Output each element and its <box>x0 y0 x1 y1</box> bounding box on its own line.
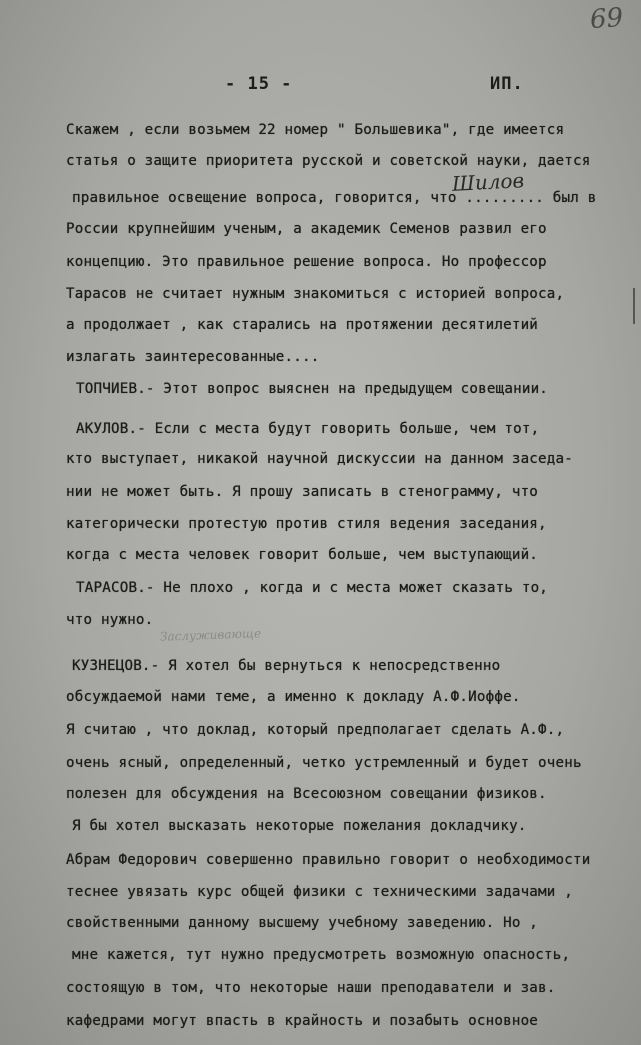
text-line: теснее увязать курс общей физики с техническими задачами , <box>66 884 574 900</box>
pencil-note: Заслуживающе <box>159 626 262 644</box>
text-line: мне кажется, тут нужно предусмотреть возможную опасность, <box>72 947 571 963</box>
text-line: России крупнейшим ученым, а академик Семенов развил его <box>66 221 547 237</box>
text-line: состоящую в том, что некоторые наши преподаватели и зав. <box>66 980 556 996</box>
text-line: что нужно. <box>66 612 154 628</box>
text-line: а продолжает , как старались на протяжении десятилетий <box>66 317 539 333</box>
handwritten-insert: Шилов <box>451 168 525 196</box>
margin-mark <box>633 288 641 324</box>
speaker-line: ТАРАСОВ.- Не плохо , когда и с места может сказать то, <box>76 580 549 596</box>
text-line: Я считаю , что доклад, который предполагает сделать А.Ф., <box>66 722 565 738</box>
text-line: Скажем , если возьмем 22 номер " Большевика", где имеется <box>66 122 565 138</box>
text-line: нии не может быть. Я прошу записать в стенограмму, что <box>66 484 539 500</box>
folio-number: 69 <box>588 2 625 36</box>
page-number: - 15 - <box>225 74 293 94</box>
text-line: категорически протестую против стиля ведения заседания, <box>66 516 547 532</box>
text-line: статья о защите приоритета русской и советской науки, дается <box>66 153 591 169</box>
text-line: обсуждаемой нами теме, а именно к докладу А.Ф.Иоффе. <box>66 689 521 705</box>
text-line: свойственными данному высшему учебному заведению. Но , <box>66 915 539 931</box>
text-line: излагать заинтересованные.... <box>66 349 320 365</box>
text-line: когда с места человек говорит больше, чем выступающий. <box>66 547 539 563</box>
text-line: кафедрами могут впасть в крайность и позабыть основное <box>66 1013 539 1029</box>
header-code: ИП. <box>490 74 524 94</box>
text-line: полезен для обсуждения на Всесоюзном совещании физиков. <box>66 786 547 802</box>
text-line: правильное освещение вопроса, говорится, что ......... был в <box>72 190 597 206</box>
text-line: Абрам Федорович совершенно правильно говорит о необходимости <box>66 852 591 868</box>
text-line: кто выступает, никакой научной дискуссии на данном заседа- <box>66 451 574 467</box>
speaker-line: КУЗНЕЦОВ.- Я хотел бы вернуться к непосредственно <box>72 658 501 674</box>
text-line: Тарасов не считает нужным знакомиться с историей вопроса, <box>66 286 565 302</box>
text-line: Я бы хотел высказать некоторые пожелания докладчику. <box>72 818 527 834</box>
speaker-line: АКУЛОВ.- Если с места будут говорить больше, чем тот, <box>76 421 540 437</box>
text-line: очень ясный, определенный, четко устремленный и будет очень <box>66 755 582 771</box>
text-line: концепцию. Это правильное решение вопроса. Но профессор <box>66 254 547 270</box>
speaker-line: ТОПЧИЕВ.- Этот вопрос выяснен на предыдущем совещании. <box>76 381 549 397</box>
